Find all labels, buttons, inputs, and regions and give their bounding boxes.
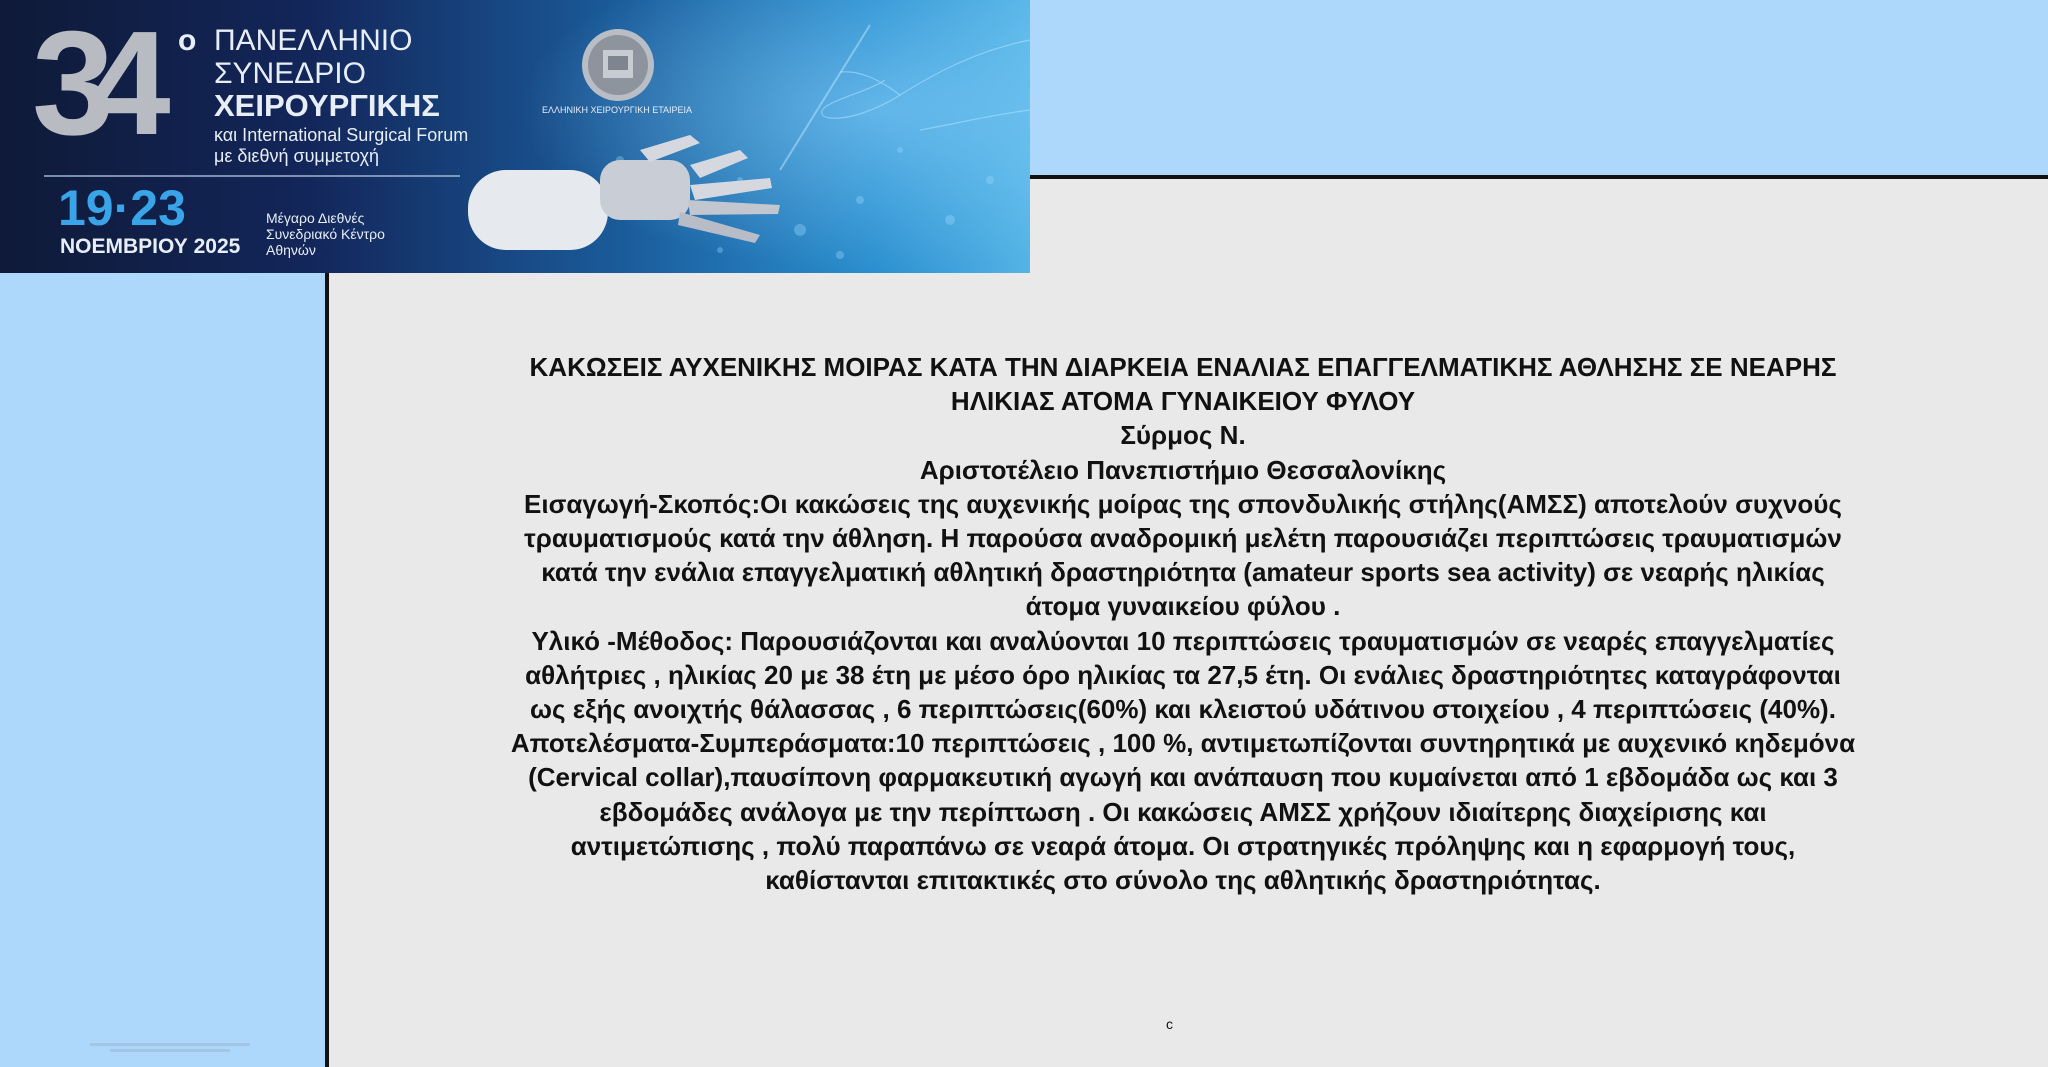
abstract-results-line: εβδομάδες ανάλογα με την περίπτωση . Οι κακώσεις ΑΜΣΣ χρήζουν ιδιαίτερης διαχείρισης και	[599, 796, 1767, 827]
abstract-methods-line: ως εξής ανοιχτής θάλασσας , 6 περιπτώσεις(60%) και κλειστού υδάτινου στοιχείου , 4 περιπτώσεις (40%).	[530, 694, 1836, 725]
abstract-intro-line: τραυματισμούς κατά την άθληση. Η παρούσα αναδρομική μελέτη παρουσιάζει περιπτώσεις τραυματισμών	[524, 523, 1842, 554]
abstract-affiliation: Αριστοτέλειο Πανεπιστήμιο Θεσσαλονίκης	[919, 454, 1447, 485]
abstract-title-line-1: ΚΑΚΩΣΕΙΣ ΑΥΧΕΝΙΚΗΣ ΜΟΙΡΑΣ ΚΑΤΑ ΤΗΝ ΔΙΑΡΚΕΙΑ ΕΝΑΛΙΑΣ ΕΠΑΓΓΕΛΜΑΤΙΚΗΣ ΑΘΛΗΣΗΣ ΣΕ ΝΕΑΡΗΣ	[529, 352, 1837, 382]
banner-venue-3: Αθηνών	[266, 242, 316, 258]
abstract-intro-line: κατά την ενάλια επαγγελματική αθλητική δραστηριότητα (amateur sports sea activity) σε νεαρής ηλικίας	[541, 557, 1825, 588]
congress-degree: ο	[178, 24, 197, 57]
abstract-methods-line: Υλικό -Μέθοδος: Παρουσιάζονται και αναλύονται 10 περιπτώσεις τραυματισμών σε νεαρές επαγγελματίες	[531, 625, 1835, 656]
abstract-intro-line: άτομα γυναικείου φύλου .	[1025, 591, 1341, 622]
abstract-results-line: Αποτελέσματα-Συμπεράσματα:10 περιπτώσεις , 100 %, αντιμετωπίζονται συντηρητικά με αυχενικό κηδεμόνα	[510, 728, 1856, 759]
faint-watermark	[70, 1043, 270, 1052]
banner-line-surgery: ΧΕΙΡΟΥΡΓΙΚΗΣ	[214, 88, 440, 123]
abstract-results-line: αντιμετώπισης , πολύ παραπάνω σε νεαρά άτομα. Οι στρατηγικές πρόληψης και η εφαρμογή τους,	[570, 830, 1796, 861]
footnote-mark: c	[1166, 1016, 1173, 1032]
abstract-text	[440, 350, 1926, 897]
banner-venue-1: Μέγαρο Διεθνές	[266, 210, 365, 226]
congress-number: 34	[32, 1, 145, 166]
banner-line-forum: και International Surgical Forum	[214, 125, 469, 145]
banner-line-congress: ΣΥΝΕΔΡΙΟ	[214, 57, 366, 90]
abstract-intro-line: Εισαγωγή-Σκοπός:Οι κακώσεις της αυχενικής μοίρας της σπονδυλικής στήλης(ΑΜΣΣ) αποτελούν συχνούς	[524, 488, 1842, 519]
abstract-title-line-2: ΗΛΙΚΙΑΣ ΑΤΟΜΑ ΓΥΝΑΙΚΕΙΟΥ ΦΥΛΟΥ	[950, 386, 1416, 417]
banner-month: ΝΟΕΜΒΡΙΟΥ 2025	[60, 235, 241, 258]
banner-venue-2: Συνεδριακό Κέντρο	[266, 226, 385, 242]
society-seal-icon	[582, 29, 654, 101]
banner-line-international: με διεθνή συμμετοχή	[214, 146, 380, 166]
abstract-author: Σύρμος Ν.	[1120, 420, 1246, 451]
congress-banner	[0, 0, 1030, 273]
abstract-results-line: καθίστανται επιτακτικές στο σύνολο της αθλητικής δραστηριότητας.	[765, 865, 1601, 896]
abstract-methods-line: αθλήτριες , ηλικίας 20 με 38 έτη με μέσο όρο ηλικίας τα 27,5 έτη. Οι ενάλιες δραστηριότητες καταγράφονται	[525, 659, 1841, 690]
banner-line-panhellenic: ΠΑΝΕΛΛΗΝΙΟ	[214, 24, 413, 57]
society-name: ΕΛΛΗΝΙΚΗ ΧΕΙΡΟΥΡΓΙΚΗ ΕΤΑΙΡΕΙΑ	[542, 105, 693, 115]
abstract-results-line: (Cervical collar),παυσίπονη φαρμακευτική αγωγή και ανάπαυση που κυμαίνεται από 1 εβδομάδα ως και 3	[528, 762, 1838, 793]
banner-dates: 19·23	[58, 180, 186, 236]
